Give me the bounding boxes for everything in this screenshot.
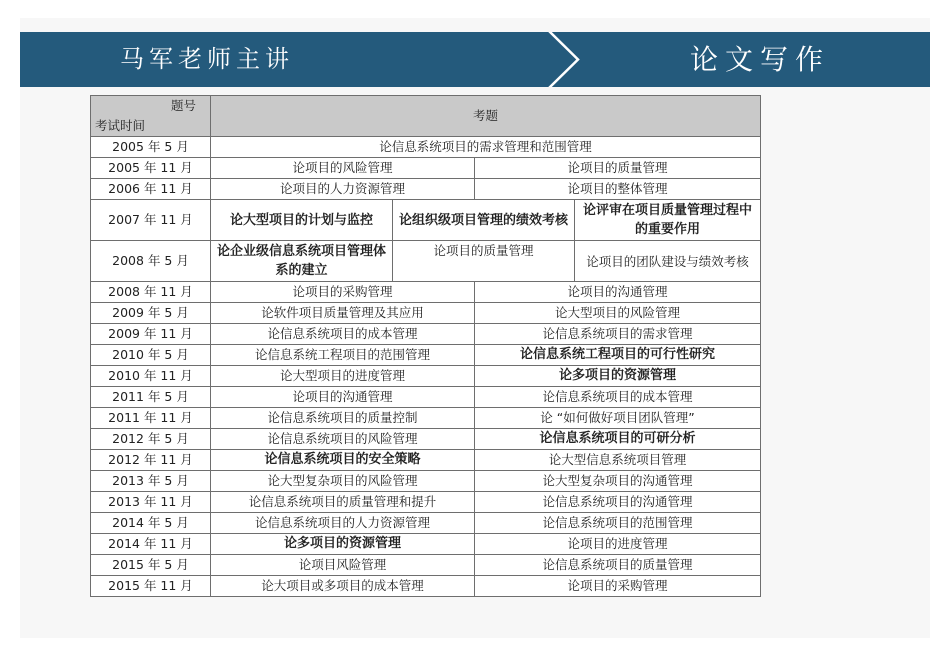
table-row bbox=[91, 429, 761, 450]
topic-cell: 论评审在项目质量管理过程中的重要作用 bbox=[575, 200, 761, 241]
topic-cell: 论信息系统项目的需求管理和范围管理 bbox=[211, 137, 761, 158]
exam-date: 2014 年 5 月 bbox=[91, 513, 211, 534]
topic-cell: 论信息系统工程项目的范围管理 bbox=[211, 345, 475, 366]
table-row bbox=[91, 366, 761, 387]
table-row bbox=[91, 179, 761, 200]
table-row bbox=[91, 513, 761, 534]
exam-date: 2009 年 11 月 bbox=[91, 324, 211, 345]
topic-cell: 论项目的整体管理 bbox=[475, 179, 761, 200]
exam-date: 2007 年 11 月 bbox=[91, 200, 211, 241]
table-row bbox=[91, 324, 761, 345]
exam-date: 2015 年 11 月 bbox=[91, 576, 211, 597]
presenter-title: 马军老师主讲 bbox=[120, 45, 294, 73]
topic-cell: 论项目的质量管理 bbox=[475, 158, 761, 179]
section-title: 论文写作 bbox=[690, 43, 831, 76]
exam-date: 2011 年 5 月 bbox=[91, 387, 211, 408]
table-row bbox=[91, 555, 761, 576]
table-row bbox=[91, 158, 761, 179]
topic-cell: 论信息系统项目的成本管理 bbox=[475, 387, 761, 408]
table-row bbox=[91, 387, 761, 408]
topic-cell: 论企业级信息系统项目管理体系的建立 bbox=[211, 241, 393, 282]
topic-cell: 论大型项目的计划与监控 bbox=[211, 200, 393, 241]
table-row bbox=[91, 200, 761, 241]
table-row bbox=[91, 471, 761, 492]
topic-cell: 论项目风险管理 bbox=[211, 555, 475, 576]
topic-cell: 论多项目的资源管理 bbox=[211, 534, 475, 555]
topic-cell: 论信息系统项目的风险管理 bbox=[211, 429, 475, 450]
table-row bbox=[91, 241, 761, 282]
topic-cell: 论信息系统项目的沟通管理 bbox=[475, 492, 761, 513]
exam-date: 2012 年 5 月 bbox=[91, 429, 211, 450]
topic-cell: 论多项目的资源管理 bbox=[475, 366, 761, 387]
exam-date: 2008 年 5 月 bbox=[91, 241, 211, 282]
table-row bbox=[91, 408, 761, 429]
exam-date: 2006 年 11 月 bbox=[91, 179, 211, 200]
exam-date: 2013 年 11 月 bbox=[91, 492, 211, 513]
exam-date: 2015 年 5 月 bbox=[91, 555, 211, 576]
exam-date: 2009 年 5 月 bbox=[91, 303, 211, 324]
corner-topic-label: 题号 bbox=[170, 98, 196, 113]
topic-cell: 论大型复杂项目的沟通管理 bbox=[475, 471, 761, 492]
topic-cell: 论项目的人力资源管理 bbox=[211, 179, 475, 200]
table-header-row bbox=[91, 96, 761, 137]
table-row bbox=[91, 345, 761, 366]
topic-cell: 论信息系统项目的成本管理 bbox=[211, 324, 475, 345]
corner-header-cell bbox=[91, 96, 211, 137]
table-row bbox=[91, 137, 761, 158]
exam-date: 2010 年 11 月 bbox=[91, 366, 211, 387]
topic-cell: 论大型信息系统项目管理 bbox=[475, 450, 761, 471]
table-row bbox=[91, 282, 761, 303]
exam-topics-table bbox=[90, 95, 760, 597]
topic-cell: 论软件项目质量管理及其应用 bbox=[211, 303, 475, 324]
exam-date: 2010 年 5 月 bbox=[91, 345, 211, 366]
topic-cell: 论项目的风险管理 bbox=[211, 158, 475, 179]
topic-cell: 论项目的沟通管理 bbox=[475, 282, 761, 303]
topic-cell: 论项目的采购管理 bbox=[475, 576, 761, 597]
exam-date: 2008 年 11 月 bbox=[91, 282, 211, 303]
exam-date: 2005 年 5 月 bbox=[91, 137, 211, 158]
topic-cell: 论信息系统项目的质量控制 bbox=[211, 408, 475, 429]
topic-cell: 论大项目或多项目的成本管理 bbox=[211, 576, 475, 597]
topic-cell: 论项目的团队建设与绩效考核 bbox=[575, 241, 761, 282]
topic-cell: 论信息系统项目的需求管理 bbox=[475, 324, 761, 345]
topic-cell: 论信息系统项目的人力资源管理 bbox=[211, 513, 475, 534]
table-row bbox=[91, 303, 761, 324]
exam-date: 2013 年 5 月 bbox=[91, 471, 211, 492]
topic-cell: 论信息系统项目的质量管理 bbox=[475, 555, 761, 576]
topic-cell: 论信息系统项目的可研分析 bbox=[475, 429, 761, 450]
topic-cell: 论项目的进度管理 bbox=[475, 534, 761, 555]
table-row bbox=[91, 492, 761, 513]
exam-date: 2012 年 11 月 bbox=[91, 450, 211, 471]
topic-cell: 论组织级项目管理的绩效考核 bbox=[393, 200, 575, 241]
topic-cell: 论大型项目的进度管理 bbox=[211, 366, 475, 387]
exam-date: 2014 年 11 月 bbox=[91, 534, 211, 555]
topic-cell: 论信息系统项目的范围管理 bbox=[475, 513, 761, 534]
table-row bbox=[91, 450, 761, 471]
topic-cell: 论 “如何做好项目团队管理” bbox=[475, 408, 761, 429]
chevron-right-icon bbox=[530, 32, 590, 87]
topic-cell: 论大型复杂项目的风险管理 bbox=[211, 471, 475, 492]
slide bbox=[20, 18, 930, 638]
topic-cell: 论项目的质量管理 bbox=[393, 241, 575, 282]
exam-date: 2005 年 11 月 bbox=[91, 158, 211, 179]
column-header-topics: 考题 bbox=[211, 96, 761, 137]
exam-date: 2011 年 11 月 bbox=[91, 408, 211, 429]
table-row bbox=[91, 534, 761, 555]
topic-cell: 论项目的采购管理 bbox=[211, 282, 475, 303]
topic-cell: 论项目的沟通管理 bbox=[211, 387, 475, 408]
header-bar bbox=[20, 32, 930, 87]
topic-cell: 论信息系统工程项目的可行性研究 bbox=[475, 345, 761, 366]
topic-cell: 论信息系统项目的质量管理和提升 bbox=[211, 492, 475, 513]
topic-cell: 论大型项目的风险管理 bbox=[475, 303, 761, 324]
table-row bbox=[91, 576, 761, 597]
topic-cell: 论信息系统项目的安全策略 bbox=[211, 450, 475, 471]
corner-time-label: 考试时间 bbox=[95, 118, 146, 133]
